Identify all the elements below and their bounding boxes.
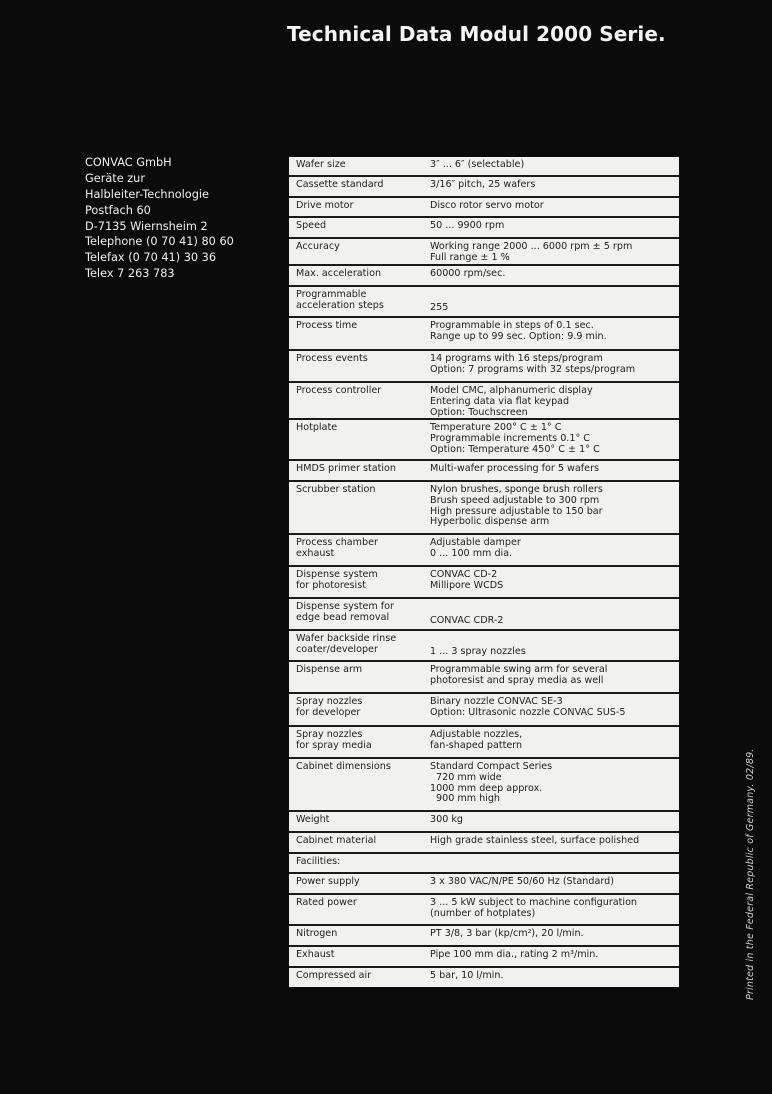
spec-row (289, 266, 679, 287)
address-line: CONVAC GmbH (85, 156, 172, 169)
spec-value-line: CONVAC CD-2 (430, 569, 498, 580)
spec-row (289, 694, 679, 727)
spec-label (289, 461, 422, 480)
spec-label (289, 599, 422, 629)
spec-row (289, 727, 679, 759)
spec-value-line: Pipe 100 mm dia., rating 2 m³/min. (430, 949, 599, 960)
spec-label (289, 874, 422, 893)
spec-value-line: Temperature 200° C ± 1° C (430, 422, 562, 433)
spec-row (289, 318, 679, 351)
spec-value-line: 5 bar, 10 l/min. (430, 970, 504, 981)
spec-label-line: Accuracy (296, 241, 340, 252)
spec-value-line: Programmable swing arm for several (430, 664, 608, 675)
spec-value-line: Full range ± 1 % (430, 251, 510, 263)
spec-label-line: Power supply (296, 876, 360, 887)
spec-label-line: Process controller (296, 385, 382, 396)
spec-value-line: High grade stainless steel, surface polished (430, 835, 640, 846)
spec-value (422, 833, 679, 852)
spec-value (422, 895, 679, 924)
spec-value-line: Option: 7 programs with 32 steps/program (430, 363, 636, 375)
spec-value (422, 239, 679, 264)
spec-label (289, 947, 422, 966)
spec-value-line: Binary nozzle CONVAC SE-3 (430, 696, 563, 707)
spec-row (289, 833, 679, 854)
spec-value (422, 662, 679, 692)
spec-row (289, 420, 679, 461)
spec-label (289, 351, 422, 381)
spec-value (422, 968, 679, 987)
address-line: Postfach 60 (85, 203, 151, 217)
spec-label-line: for developer (296, 706, 361, 718)
spec-label-line: Dispense system (296, 569, 378, 580)
spec-value (422, 727, 679, 757)
spec-row (289, 535, 679, 567)
spec-value-line: Model CMC, alphanumeric display (430, 385, 593, 396)
spec-label-line: Programmable (296, 289, 367, 300)
address-line: Telefax (0 70 41) 30 36 (85, 251, 217, 265)
spec-value (422, 266, 679, 285)
spec-value-line: 0 ... 100 mm dia. (430, 547, 513, 559)
spec-value-line: 1 ... 3 spray nozzles (430, 646, 526, 658)
spec-row (289, 177, 679, 198)
spec-value (422, 631, 679, 660)
spec-value (422, 351, 679, 381)
spec-label (289, 759, 422, 810)
spec-label-line: Speed (296, 220, 327, 231)
address-line: Geräte zur (85, 171, 145, 185)
spec-row (289, 218, 679, 239)
spec-label-line: HMDS primer station (296, 463, 396, 474)
spec-value-line: Hyperbolic dispense arm (430, 516, 550, 528)
spec-value (422, 420, 679, 459)
spec-value (422, 874, 679, 893)
spec-label-line: Process events (296, 353, 368, 364)
spec-row (289, 662, 679, 694)
spec-value (422, 157, 679, 175)
spec-value-line: Option: Temperature 450° C ± 1° C (430, 443, 600, 455)
spec-label (289, 926, 422, 945)
spec-value-line: Working range 2000 ... 6000 rpm ± 5 rpm (430, 241, 633, 252)
spec-row (289, 157, 679, 177)
spec-label-line: Dispense arm (296, 664, 363, 675)
spec-row (289, 926, 679, 947)
spec-value (422, 218, 679, 237)
spec-label (289, 287, 422, 316)
spec-value (422, 482, 679, 533)
address-line: D-7135 Wiernsheim 2 (85, 219, 208, 233)
spec-value (422, 947, 679, 966)
spec-row (289, 759, 679, 812)
address-line: Telephone (0 70 41) 80 60 (85, 235, 234, 249)
spec-row (289, 812, 679, 833)
spec-value-line: 1000 mm deep approx. (430, 782, 543, 794)
spec-row (289, 854, 679, 874)
spec-row (289, 631, 679, 662)
spec-label-line: Spray nozzles (296, 696, 363, 707)
spec-row (289, 567, 679, 599)
spec-label (289, 812, 422, 831)
spec-label-line: Hotplate (296, 422, 338, 433)
spec-value-line: Entering data via flat keypad (430, 395, 570, 407)
spec-label (289, 266, 422, 285)
spec-label (289, 968, 422, 987)
spec-value-line: Millipore WCDS (430, 579, 504, 591)
spec-label-line: Scrubber station (296, 484, 376, 495)
spec-value-line: Multi-wafer processing for 5 wafers (430, 463, 600, 474)
spec-value (422, 759, 679, 810)
spec-row (289, 198, 679, 218)
spec-label-line: Process time (296, 320, 358, 331)
spec-label-line: exhaust (296, 547, 335, 559)
spec-row (289, 287, 679, 318)
spec-label (289, 727, 422, 757)
spec-label (289, 157, 422, 175)
spec-value-line: Nylon brushes, sponge brush rollers (430, 484, 603, 495)
spec-value-line: Option: Touchscreen (430, 406, 528, 418)
spec-row (289, 351, 679, 383)
spec-row (289, 895, 679, 926)
spec-value-line: Disco rotor servo motor (430, 200, 544, 211)
spec-label (289, 694, 422, 725)
company-address (85, 155, 234, 282)
spec-label (289, 218, 422, 237)
spec-value-line: Adjustable nozzles, (430, 729, 523, 740)
spec-value-line: Programmable in steps of 0.1 sec. (430, 320, 594, 331)
spec-row (289, 461, 679, 482)
spec-label-line: coater/developer (296, 643, 378, 655)
spec-label (289, 662, 422, 692)
spec-label-line: edge bead removal (296, 611, 390, 623)
spec-label (289, 239, 422, 264)
spec-row (289, 874, 679, 895)
spec-label-line: Facilities: (296, 856, 341, 867)
spec-label-line: Drive motor (296, 200, 354, 211)
spec-label-line: Cabinet material (296, 835, 377, 846)
spec-value-line: Standard Compact Series (430, 761, 553, 772)
spec-value-line: Range up to 99 sec. Option: 9.9 min. (430, 330, 607, 342)
spec-label-line: for spray media (296, 739, 372, 751)
spec-label-line: Cassette standard (296, 179, 384, 190)
spec-row (289, 239, 679, 266)
spec-value-line: 50 ... 9900 rpm (430, 220, 505, 231)
spec-row (289, 968, 679, 987)
spec-value (422, 287, 679, 316)
spec-label (289, 383, 422, 418)
spec-value (422, 461, 679, 480)
spec-label-line: Rated power (296, 897, 357, 908)
spec-value-line: fan-shaped pattern (430, 739, 523, 751)
spec-value (422, 812, 679, 831)
spec-label-line: Wafer backside rinse (296, 633, 397, 644)
spec-value-line: 60000 rpm/sec. (430, 268, 506, 279)
spec-value-line: 3 ... 5 kW subject to machine configuration (430, 897, 638, 908)
spec-value-line: (number of hotplates) (430, 907, 536, 919)
spec-value (422, 599, 679, 629)
spec-label-line: Max. acceleration (296, 268, 382, 279)
spec-value-line: 14 programs with 16 steps/program (430, 353, 603, 364)
spec-value-line: CONVAC CDR-2 (430, 615, 504, 627)
spec-label (289, 198, 422, 216)
spec-value (422, 535, 679, 565)
spec-value-line: photoresist and spray media as well (430, 674, 604, 686)
spec-label-line: Cabinet dimensions (296, 761, 391, 772)
spec-label-line: Wafer size (296, 159, 346, 170)
spec-label (289, 631, 422, 660)
spec-label (289, 318, 422, 349)
spec-value (422, 694, 679, 725)
spec-row (289, 947, 679, 968)
spec-value-line: 255 (430, 302, 449, 314)
spec-value-line: 720 mm wide (436, 771, 502, 783)
spec-value (422, 926, 679, 945)
spec-row (289, 482, 679, 535)
spec-label-line: Dispense system for (296, 601, 394, 612)
spec-label-line: Nitrogen (296, 928, 338, 939)
spec-label (289, 177, 422, 196)
spec-row (289, 383, 679, 420)
spec-value (422, 567, 679, 597)
spec-value-line: 3/16″ pitch, 25 wafers (430, 179, 536, 190)
spec-row (289, 599, 679, 631)
spec-label-line: Compressed air (296, 970, 372, 981)
spec-value-line: PT 3/8, 3 bar (kp/cm²), 20 l/min. (430, 928, 584, 939)
spec-value-line: Brush speed adjustable to 300 rpm (430, 494, 600, 506)
spec-label (289, 833, 422, 852)
spec-value (422, 177, 679, 196)
spec-label (289, 535, 422, 565)
technical-data-table (289, 157, 679, 987)
spec-label-line: Process chamber (296, 537, 378, 548)
print-imprint: Printed in the Federal Republic of Germany. 02/89. (745, 748, 756, 1000)
spec-value-line: Adjustable damper (430, 537, 521, 548)
spec-value-line: Option: Ultrasonic nozzle CONVAC SUS-5 (430, 706, 626, 718)
spec-value (422, 318, 679, 349)
address-line: Telex 7 263 783 (85, 267, 175, 281)
spec-value-line: 300 kg (430, 814, 464, 825)
spec-label (289, 420, 422, 459)
spec-value-line: 3″ ... 6″ (selectable) (430, 159, 525, 170)
spec-value (422, 383, 679, 418)
spec-value (422, 198, 679, 216)
spec-label (289, 482, 422, 533)
spec-label-line: Spray nozzles (296, 729, 363, 740)
spec-value-line: High pressure adjustable to 150 bar (430, 505, 603, 517)
spec-value (422, 854, 679, 872)
spec-value-line: Programmable increments 0.1° C (430, 432, 591, 444)
spec-value-line: 900 mm high (436, 793, 501, 805)
address-line: Halbleiter-Technologie (85, 187, 209, 201)
spec-value-line: 3 x 380 VAC/N/PE 50/60 Hz (Standard) (430, 876, 614, 887)
spec-label (289, 895, 422, 924)
spec-label-line: acceleration steps (296, 299, 384, 311)
spec-label-line: for photoresist (296, 579, 366, 591)
spec-label (289, 567, 422, 597)
spec-label-line: Exhaust (296, 949, 335, 960)
page-title: Technical Data Modul 2000 Serie. (287, 22, 666, 46)
spec-label-line: Weight (296, 814, 330, 825)
spec-label (289, 854, 422, 872)
